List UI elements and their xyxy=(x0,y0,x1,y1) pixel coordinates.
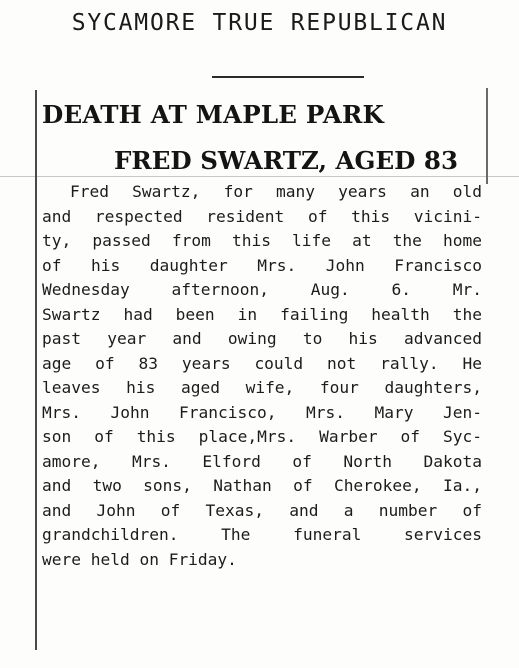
article-headline: DEATH AT MAPLE PARK xyxy=(42,100,385,129)
article-line: of his daughter Mrs. John Francisco xyxy=(42,255,482,275)
masthead-divider-rule xyxy=(212,76,364,78)
article-line: grandchildren. The funeral services xyxy=(42,525,482,544)
article-line: and John of Texas, and a number of xyxy=(42,500,482,520)
article-line: and respected resident of this vicini- xyxy=(42,206,482,226)
article-line: age of 83 years could not rally. He xyxy=(42,353,482,373)
column-left-rule xyxy=(35,90,37,650)
article-line: and two sons, Nathan of Cherokee, Ia., xyxy=(42,476,482,495)
scan-fold-line xyxy=(0,176,519,177)
column-right-rule xyxy=(486,88,488,184)
newspaper-masthead: SYCAMORE TRUE REPUBLICAN xyxy=(71,10,448,36)
article-line: ty, passed from this life at the home xyxy=(42,231,482,250)
article-line: amore, Mrs. Elford of North Dakota xyxy=(42,451,482,471)
article-line: past year and owing to his advanced xyxy=(42,329,482,348)
article-body xyxy=(42,180,482,572)
article-line: Swartz had been in failing health the xyxy=(42,304,482,324)
article-line: leaves his aged wife, four daughters, xyxy=(42,378,482,397)
article-line: son of this place,Mrs. Warber of Syc- xyxy=(42,427,482,446)
article-line: Mrs. John Francisco, Mrs. Mary Jen- xyxy=(42,402,482,422)
article-line: Wednesday afternoon, Aug. 6. Mr. xyxy=(42,280,482,299)
article-subheadline: FRED SWARTZ, AGED 83 xyxy=(114,146,459,175)
article-line: were held on Friday. xyxy=(42,549,237,569)
article-line: Fred Swartz, for many years an old xyxy=(70,182,482,201)
